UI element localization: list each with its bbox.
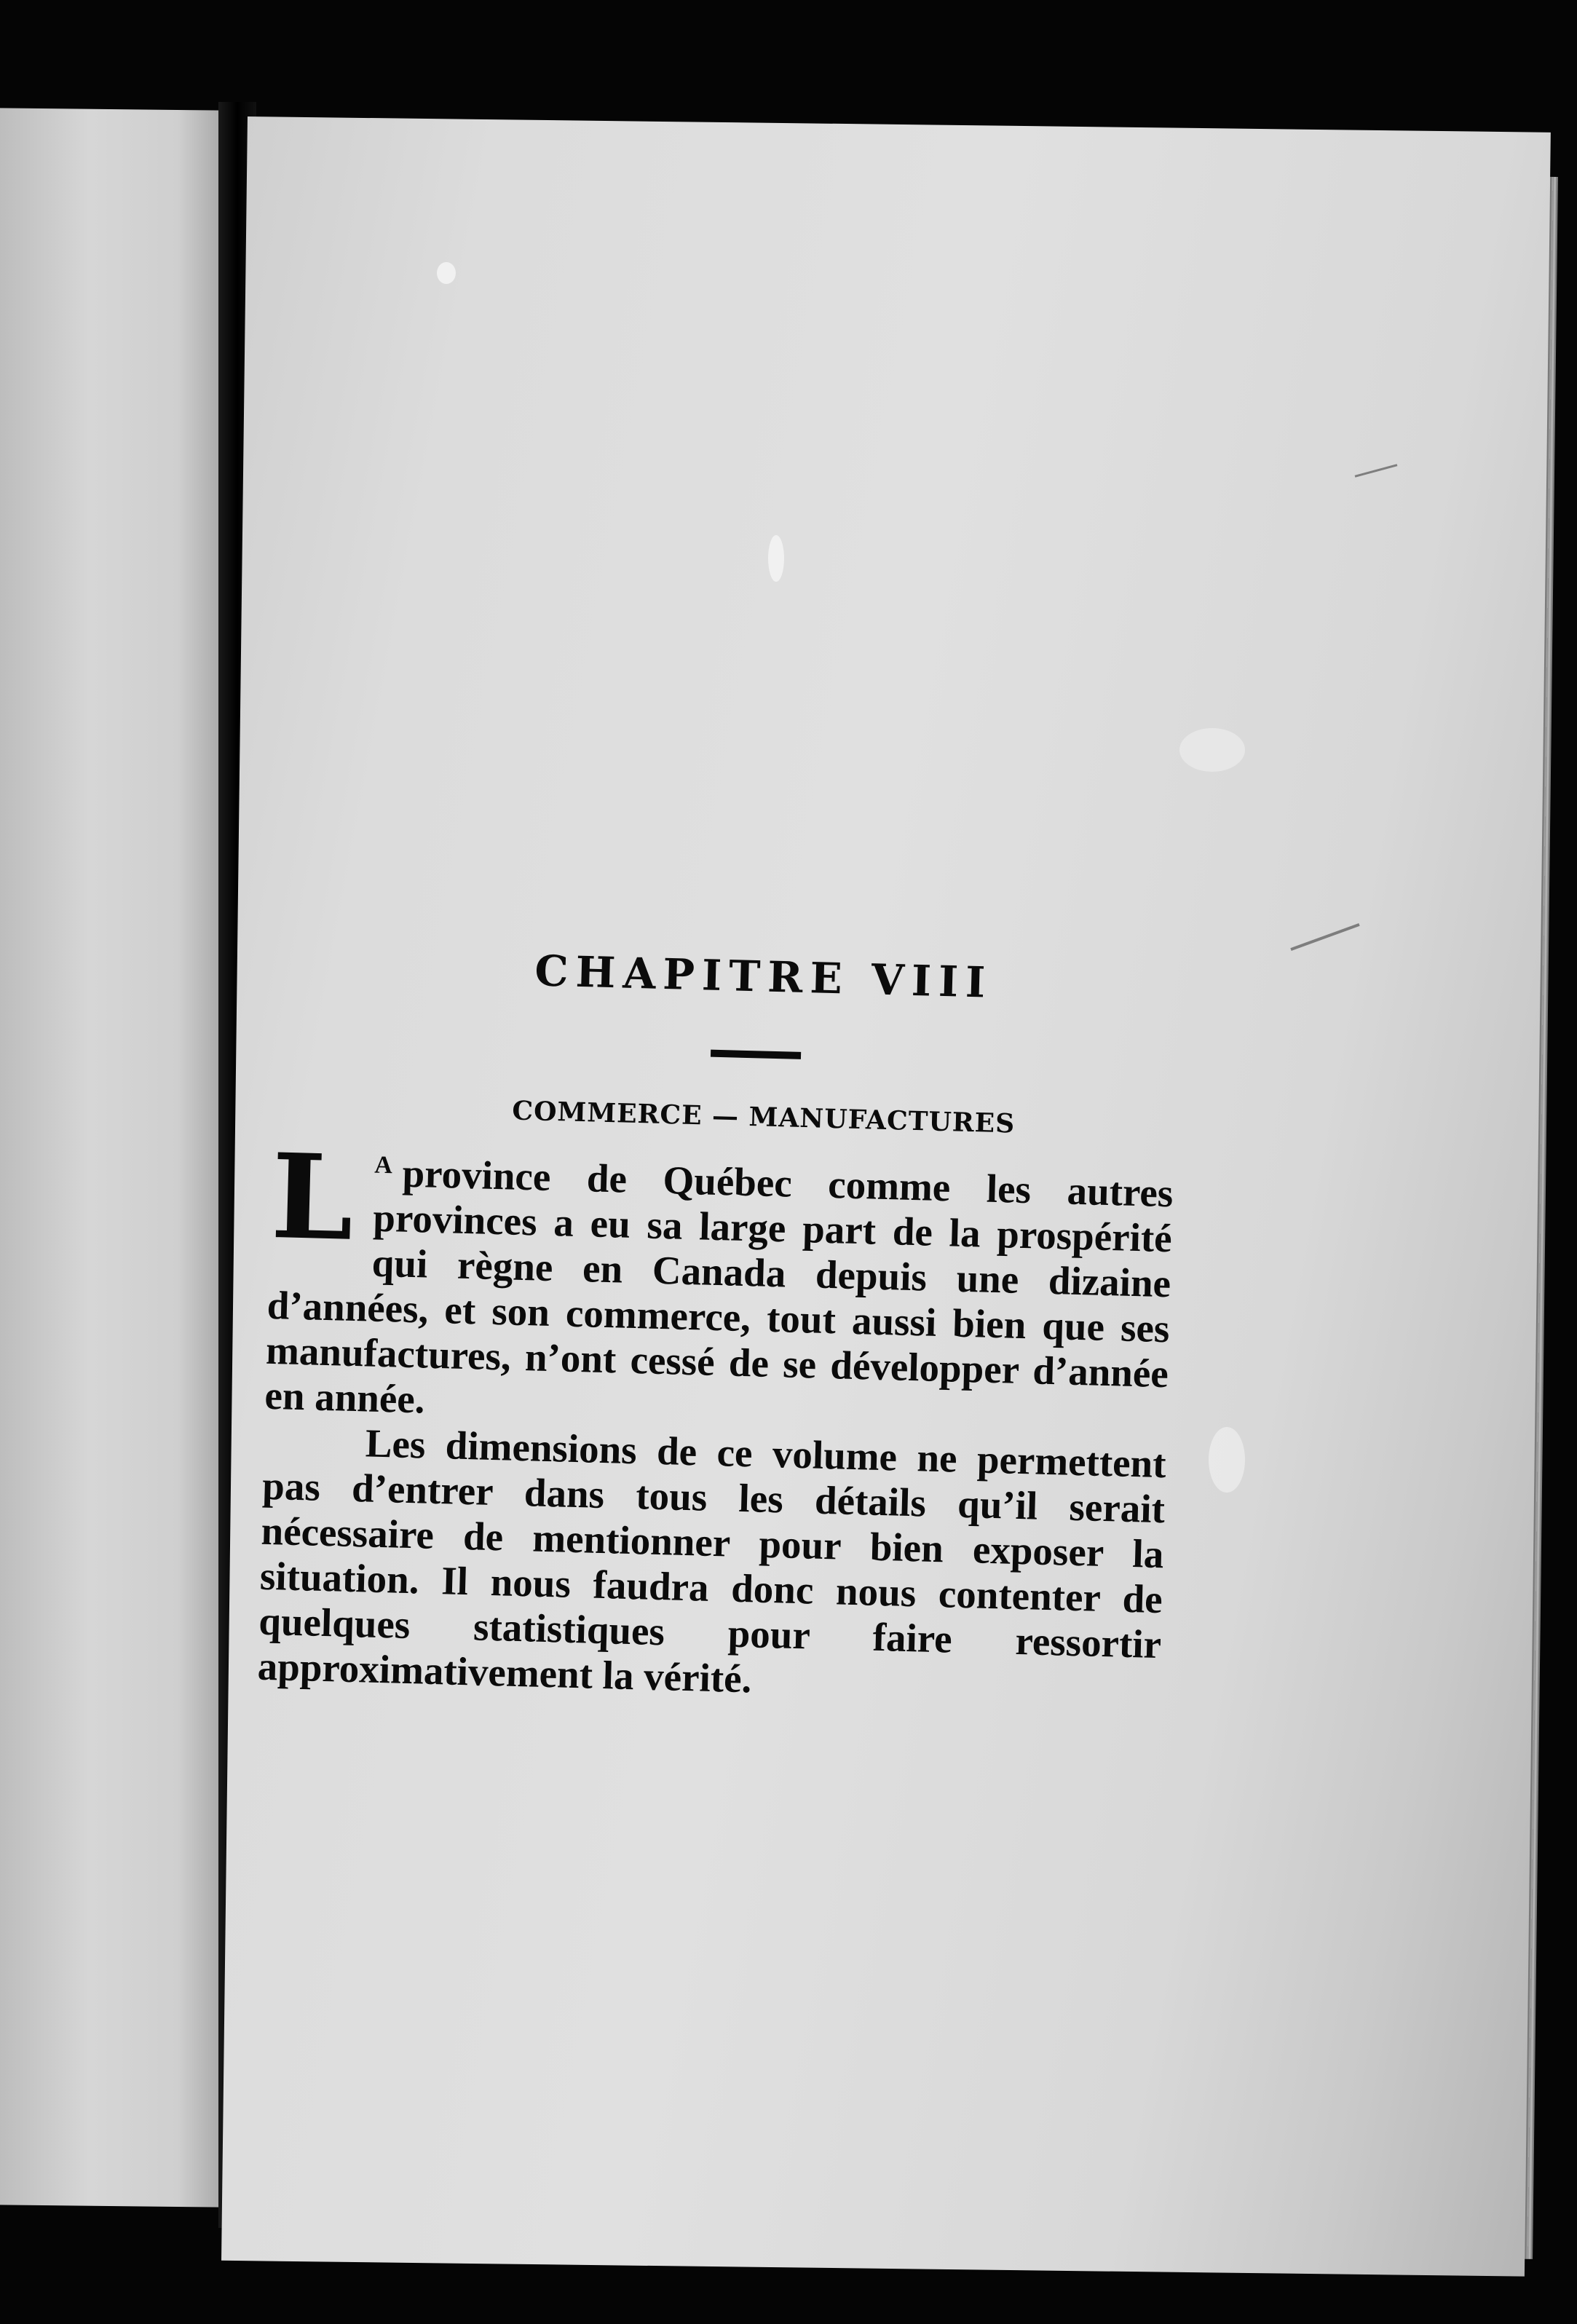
section-heading: COMMERCE — MANUFACTURES xyxy=(511,1095,1016,1139)
drop-cap-tail: A xyxy=(374,1151,393,1179)
paragraph-2: Les dimensions de ce volume ne permettent pas d’entrer dans tous les détails qu’il serait nécessaire de mentionner pour bien exposer la situation. Il nous faudra donc nous contenter de quelques statistiques pour faire ressortir approximativement la vérité. xyxy=(257,1420,1167,1702)
page-content xyxy=(257,939,1179,1712)
dust-speck xyxy=(1209,1427,1245,1493)
dust-speck xyxy=(1179,728,1245,772)
paragraph-1-text: province de Québec comme les autres provinces a eu sa large part de la prospérité qui règne en Canada depuis une dizaine d’années, et son commerce, tout aussi bien que ses manufactures, n’ont cessé de se développer d’année en année. xyxy=(264,1150,1174,1422)
dust-speck xyxy=(437,262,456,284)
left-facing-page xyxy=(0,108,222,2207)
title-rule xyxy=(711,1050,801,1059)
paragraph-1 xyxy=(264,1127,1174,1442)
chapter-title: CHAPITRE VIII xyxy=(534,946,994,1008)
drop-cap: L xyxy=(269,1127,355,1267)
dust-speck xyxy=(768,535,784,582)
